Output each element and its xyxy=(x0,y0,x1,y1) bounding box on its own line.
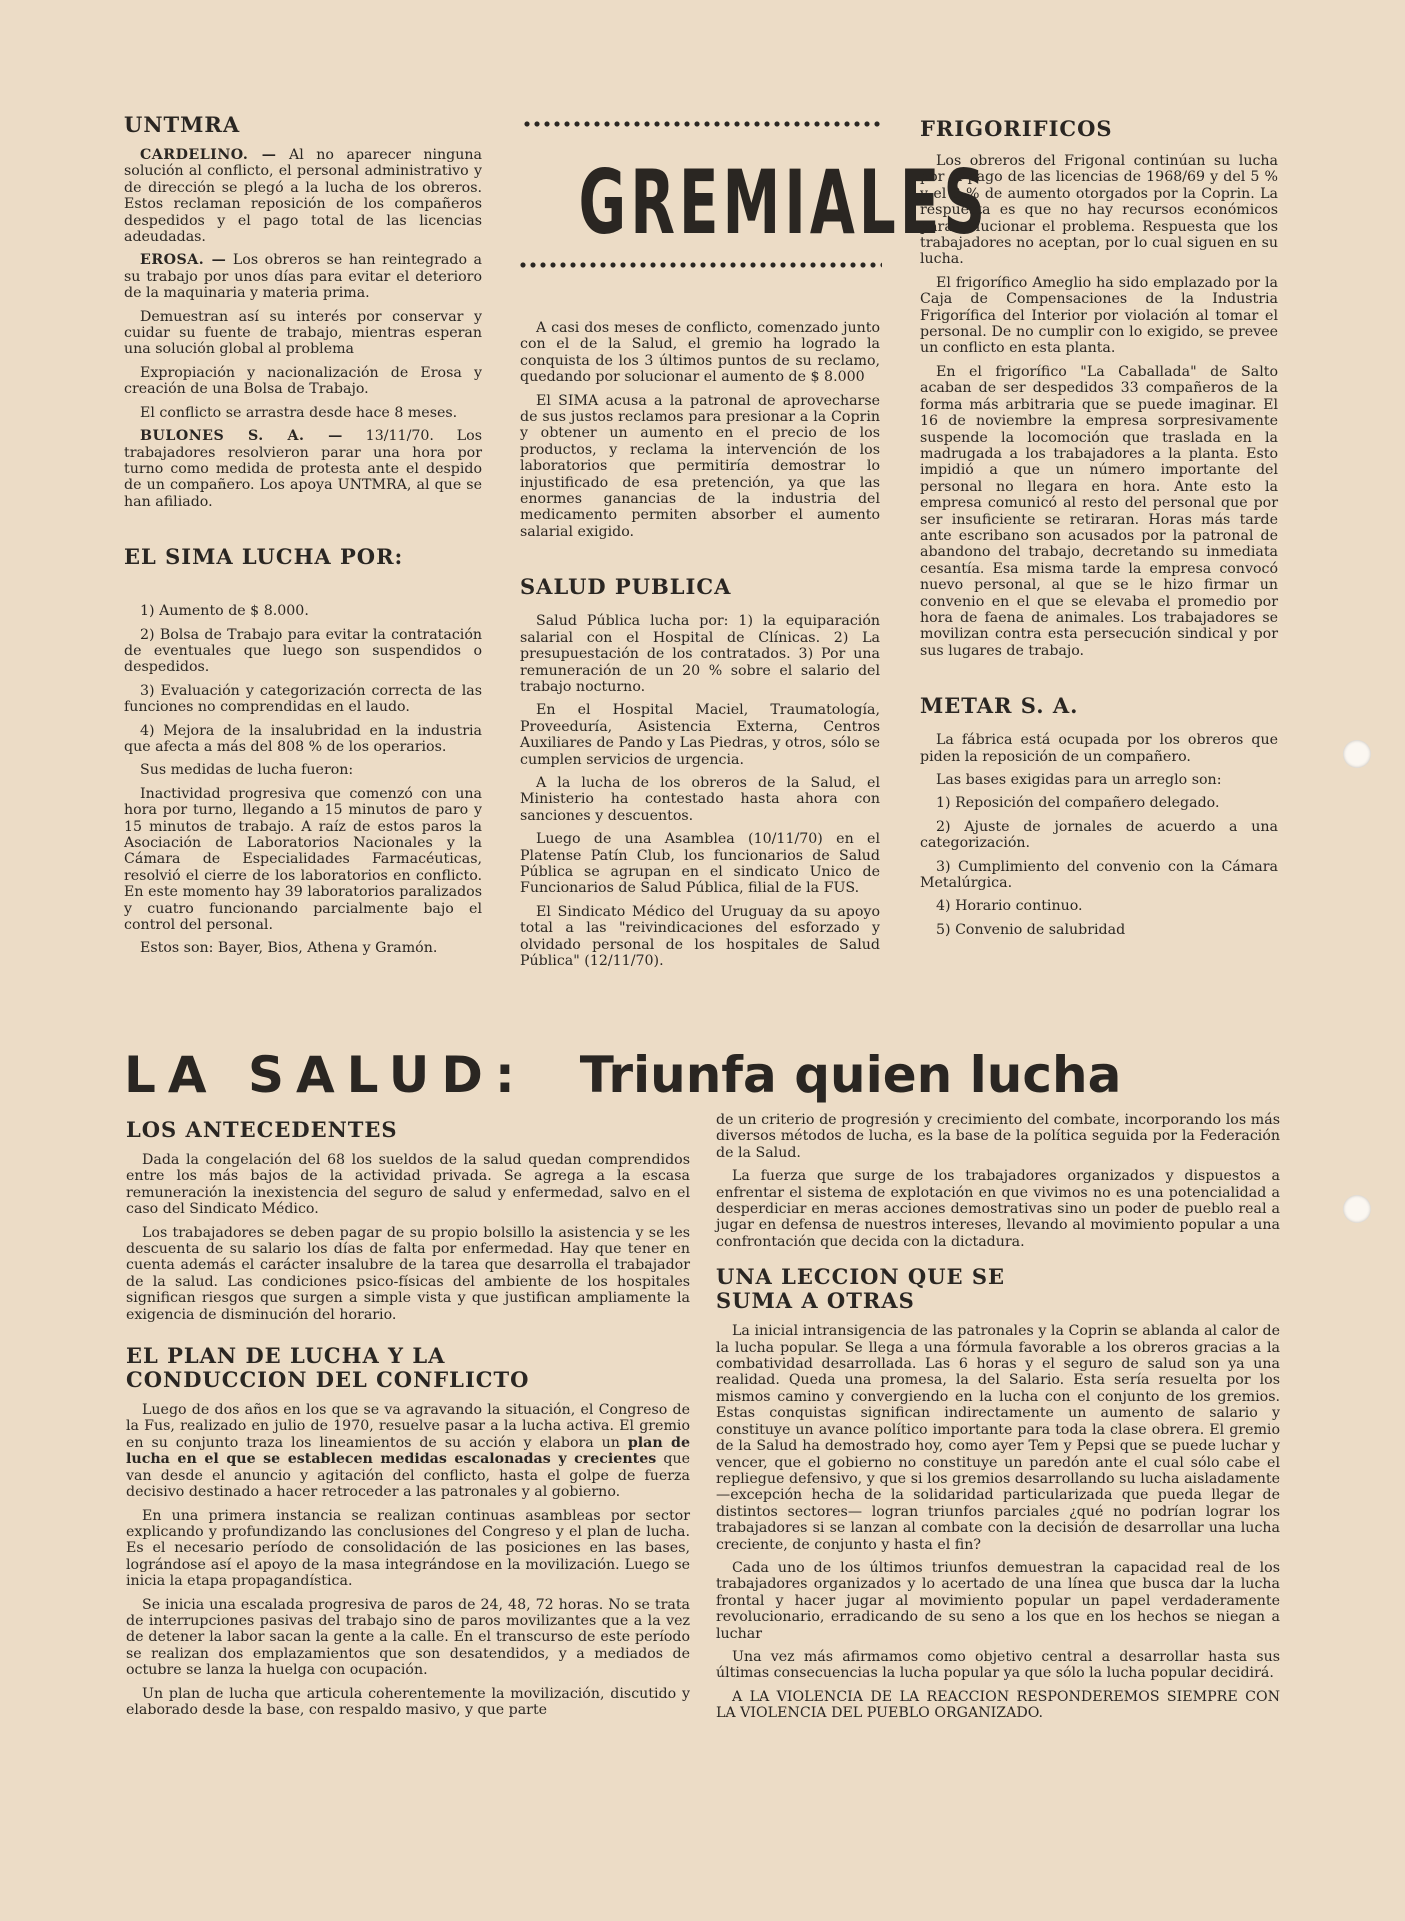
list-item: 5) Convenio de salubridad xyxy=(936,921,1126,938)
salud-publica-p2: En el Hospital Maciel, Traumatología, Proveeduría, Asistencia Externa, Centros Auxiliares de Pando y Las Piedras, y otros, sólo se cumplen servicios de urgencia. xyxy=(520,702,880,768)
left-column xyxy=(124,113,482,964)
metar-list xyxy=(920,795,1278,938)
list-item: 3) Cumplimiento del convenio con la Cámara Metalúrgica. xyxy=(920,858,1278,892)
plan-p1: Luego de dos años en los que se va agravando la situación, el Congreso de la Fus, realizado en julio de 1970, resuelve pasar a la lucha activa. El gremio en su conjunto traza los lineamientos de su acción y elabora un plan de lucha en el que se establecen medidas escalonadas y crecientes que van desde el anuncio y agitación del conflicto, hasta el golpe de fuerza decisivo destinado a hacer retroceder a las patronales y al gobierno. xyxy=(126,1402,690,1501)
untmra-bulones: BULONES S. A. — 13/11/70. Los trabajadores resolvieron parar una hora por turno como medida de protesta ante el despido de un compañero. Los apoya UNTMRA, al que se han afiliado. xyxy=(124,428,482,510)
plan-p3: Se inicia una escalada progresiva de paros de 24, 48, 72 horas. No se trata de interrupciones pasivas del trabajo sino de paros movilizantes que a la vez de detener la labor sacan la gente a la calle. En el transcurso de este período se realizan dos emplazamientos que son desatendidos, y a mediados de octubre se lanza la huelga con ocupación. xyxy=(126,1596,690,1679)
sima-heading: EL SIMA LUCHA POR: xyxy=(124,544,404,570)
sima-list xyxy=(124,603,482,755)
salud-publica-p3: A la lucha de los obreros de la Salud, el Ministerio ha contestado hasta ahora con sanciones y descuentos. xyxy=(520,774,880,824)
middle-p2: El SIMA acusa a la patronal de aprovecharse de sus justos reclamos para presionar a la Coprin y obtener un aumento en el precio de los productos, y reclama la intervención de los laboratorios que permitiría demostrar lo injustificado de esa pretención, ya que las enormes ganancias de la industria del medicamento permiten absorber el aumento salarial exigido. xyxy=(520,392,880,540)
plan-p4: Un plan de lucha que articula coherentemente la movilización, discutido y elaborado desde la base, con respaldo masivo, y que parte xyxy=(126,1685,690,1718)
plan-p2: En una primera instancia se realizan continuas asambleas por sector explicando y profundizando las conclusiones del Congreso y el plan de lucha. Es el necesario período de consolidación de las posiciones en las bases, lográndose así el apoyo de la masa integrándose en la movilización. Luego se inicia la etapa propagandística. xyxy=(126,1507,690,1590)
sima-p1: Inactividad progresiva que comenzó con una hora por turno, llegando a 15 minutos de paro y 15 minutos de trabajo. A raíz de estos paros la Asociación de Laboratorios Nacionales y la Cámara de Especialidades Farmacéuticas, resolvió el cierre de los laboratorios en conflicto. En este momento hay 39 laboratorios paralizados y cuatro funcionando parcialmente bajo el control del personal. xyxy=(124,785,482,934)
sima-p2: Estos son: Bayer, Bios, Athena y Gramón. xyxy=(140,940,438,957)
list-item: 4) Horario continuo. xyxy=(936,898,1083,915)
frigorificos-p1: Los obreros del Frigonal continúan su lucha por el pago de las licencias de 1968/69 y del 5 % y el 8 % de aumento otorgados por la Coprin. La respuesta es que no hay recursos económicos para solucionar el problema. Respuesta que los trabajadores no aceptan, por lo cual siguen en su lucha. xyxy=(920,153,1278,268)
middle-column xyxy=(520,320,880,976)
list-item: 4) Mejora de la insalubridad en la industria que afecta a más del 808 % de los operarios. xyxy=(124,722,482,755)
leccion-p2: Cada uno de los últimos triunfos demuestran la capacidad real de los trabajadores organizados y lo acertado de una línea que busca dar la lucha frontal y hacer jugar al movimiento popular un papel verdaderamente revolucionario, erradicando de su seno a los que en los hechos se niegan a luchar xyxy=(716,1559,1280,1642)
list-item: 1) Aumento de $ 8.000. xyxy=(140,603,309,620)
right-column xyxy=(920,117,1278,945)
masthead-dots-bottom xyxy=(518,261,882,269)
metar-heading: METAR S. A. xyxy=(920,693,1079,719)
antecedentes-heading: LOS ANTECEDENTES xyxy=(126,1117,398,1142)
right-bottom-p2: La fuerza que surge de los trabajadores organizados y dispuestos a enfrentar el sistema de explotación en que vivimos no es una potencialidad a desperdiciar en meras acciones demostrativas sino un poder de pueblo real a jugar en defensa de nuestros intereses, llevando al movimiento popular a una confrontación que decida con la dictadura. xyxy=(716,1168,1280,1250)
salud-publica-heading: SALUD PUBLICA xyxy=(520,574,732,600)
list-item: 3) Evaluación y categorización correcta de las funciones no comprendidas en el laudo. xyxy=(124,682,482,716)
punch-hole-icon xyxy=(1343,1195,1371,1223)
punch-hole-icon xyxy=(1343,740,1371,768)
list-item: 1) Reposición del compañero delegado. xyxy=(936,795,1220,812)
salud-publica-p1: Salud Pública lucha por: 1) la equiparación salarial con el Hospital de Clínicas. 2) La presupuestación de los contratados. 3) Por una remuneración de un 20 % sobre el salario del trabajo nocturno. xyxy=(520,613,880,695)
untmra-erosa: EROSA. — Los obreros se han reintegrado a su trabajo por unos días para evitar el deterioro de la maquinaria y materia prima. xyxy=(124,252,482,302)
bottom-left-column xyxy=(126,1118,690,1725)
middle-p1: A casi dos meses de conflicto, comenzado junto con el de la Salud, el gremio ha logrado la conquista de los 3 últimos puntos de su reclamo, quedando por solucionar el aumento de $ 8.000 xyxy=(520,320,880,386)
antecedentes-p1: Dada la congelación del 68 los sueldos de la salud quedan comprendidos entre los más bajos de la actividad privada. Se agrega a la escasa remuneración la inexistencia del seguro de salud y enfermedad, salvo en el caso del Sindicato Médico. xyxy=(126,1152,690,1218)
untmra-p3: Demuestran así su interés por conservar y cuidar su fuente de trabajo, mientras esperan una solución global al problema xyxy=(124,308,482,358)
masthead-title: GREMIALES xyxy=(578,151,990,254)
antecedentes-p2: Los trabajadores se deben pagar de su propio bolsillo la asistencia y se les descuenta de su salario los días de falta por enfermedad. Hay que tener en cuenta además el carácter insalubre de la tarea que desarrolla el trabajador de la salud. Las condiciones psico-físicas del ambiente de los hospitales significan riesgos que surgen a simple vista y que justifican ampliamente la exigencia de disminución del horario. xyxy=(126,1224,690,1323)
frigorificos-p3: En el frigorífico "La Caballada" de Salto acaban de ser despedidos 33 compañeros de la forma más arbitraria que se puede imaginar. El 16 de noviembre la empresa sorpresivamente suspende la locomoción que traslada en la madrugada a los trabajadores a la planta. Esto impidió a que un número importante del personal no llegara en hora. Ante esto la empresa comunicó al resto del personal que por ser insuficiente se retiraran. Horas más tarde ante escribano son acusados por la patronal de abandono del trabajo, decretando su inmediata cesantía. Esa misma tarde la empresa convocó nuevo personal, al que se le hizo firmar un convenio en el que se elevaba el promedio por hora de faena de animales. Los trabajadores se movilizan contra esta persecución sindical y por sus lugares de trabajo. xyxy=(920,363,1278,659)
metar-p1: La fábrica está ocupada por los obreros que piden la reposición de un compañero. xyxy=(920,732,1278,765)
banner-left: LA SALUD: xyxy=(124,1046,527,1104)
frigorificos-heading: FRIGORIFICOS xyxy=(920,116,1113,141)
salud-publica-p5: El Sindicato Médico del Uruguay da su apoyo total a las "reivindicaciones del esforzado y olvidado personal de los hospitales de Salud Pública" (12/11/70). xyxy=(520,903,880,969)
bottom-right-column xyxy=(716,1112,1280,1729)
leccion-p3: Una vez más afirmamos como objetivo central a desarrollar hasta sus últimas consecuencias la lucha popular ya que sólo la lucha popular decidirá. xyxy=(716,1648,1280,1682)
metar-p2: Las bases exigidas para un arreglo son: xyxy=(936,772,1222,788)
right-bottom-p1: de un criterio de progresión y crecimiento del combate, incorporando los más diversos métodos de lucha, es la base de la política seguida por la Federación de la Salud. xyxy=(716,1112,1280,1161)
masthead-dots-top xyxy=(522,120,882,128)
untmra-cardelino: CARDELINO. — Al no aparecer ninguna solución al conflicto, el personal administrativo y de dirección se plegó a la lucha de los obreros. Estos reclaman reposición de los compañeros despedidos y el pago total de las licencias adeudadas. xyxy=(124,147,482,246)
leccion-p1: La inicial intransigencia de las patronales y la Coprin se ablanda al calor de la lucha popular. Se llega a una fórmula favorable a los obreros gracias a la combatividad desarrollada. Las 6 horas y el seguro de salud son ya una realidad. Queda una promesa, la del Salario. Esta sería resuelta por los mismos camino y convergiendo en la lucha con el conjunto de los gremios. Estas conquistas significan indirectamente un aumento de salario y constituye un avance político importante para toda la clase obrera. El gremio de la Salud ha demostrado hoy, como ayer Tem y Pepsi que se puede luchar y vencer, que el gobierno no constituye un paredón ante el cual sólo cabe el repliegue defensivo, y que si los gremios desarrollando su lucha aisladamente —excepción hecha de la solidaridad particularizada que pueda llegar de distintos sectores— logran triunfos parciales ¿qué no podrían lograr los trabajadores si se lanzan al combate con la decisión de desarrollar una lucha creciente, de conjunto y hasta el fin? xyxy=(716,1323,1280,1553)
list-item: 2) Bolsa de Trabajo para evitar la contratación de eventuales que luego son suspendidos o despedidos. xyxy=(124,626,482,676)
plan-heading: EL PLAN DE LUCHA Y LA CONDUCCION DEL CONFLICTO xyxy=(126,1343,530,1393)
frigorificos-p2: El frigorífico Ameglio ha sido emplazado por la Caja de Compensaciones de la Industria Frigorífica del Interior por violación al tomar el personal. De no cumplir con lo exigido, se prevee un conflicto en esta planta. xyxy=(920,274,1278,357)
leccion-p4: A LA VIOLENCIA DE LA REACCION RESPONDEREMOS SIEMPRE CON LA VIOLENCIA DEL PUEBLO ORGANIZADO. xyxy=(716,1688,1280,1722)
untmra-p5: El conflicto se arrastra desde hace 8 meses. xyxy=(140,404,458,421)
untmra-heading: UNTMRA xyxy=(124,112,241,137)
leccion-heading: UNA LECCION QUE SE SUMA A OTRAS xyxy=(716,1264,1006,1314)
sima-sub: Sus medidas de lucha fueron: xyxy=(140,762,354,779)
salud-publica-p4: Luego de una Asamblea (10/11/70) en el Platense Patín Club, los funcionarios de Salud Pública se agrupan en el sindicato Unico de Funcionarios de Salud Pública, filial de la FUS. xyxy=(520,831,880,897)
banner-right: Triunfa quien lucha xyxy=(579,1046,1122,1104)
untmra-p4: Expropiación y nacionalización de Erosa y creación de una Bolsa de Trabajo. xyxy=(124,364,482,398)
banner-headline xyxy=(124,1044,1184,1106)
list-item: 2) Ajuste de jornales de acuerdo a una categorización. xyxy=(920,818,1278,852)
